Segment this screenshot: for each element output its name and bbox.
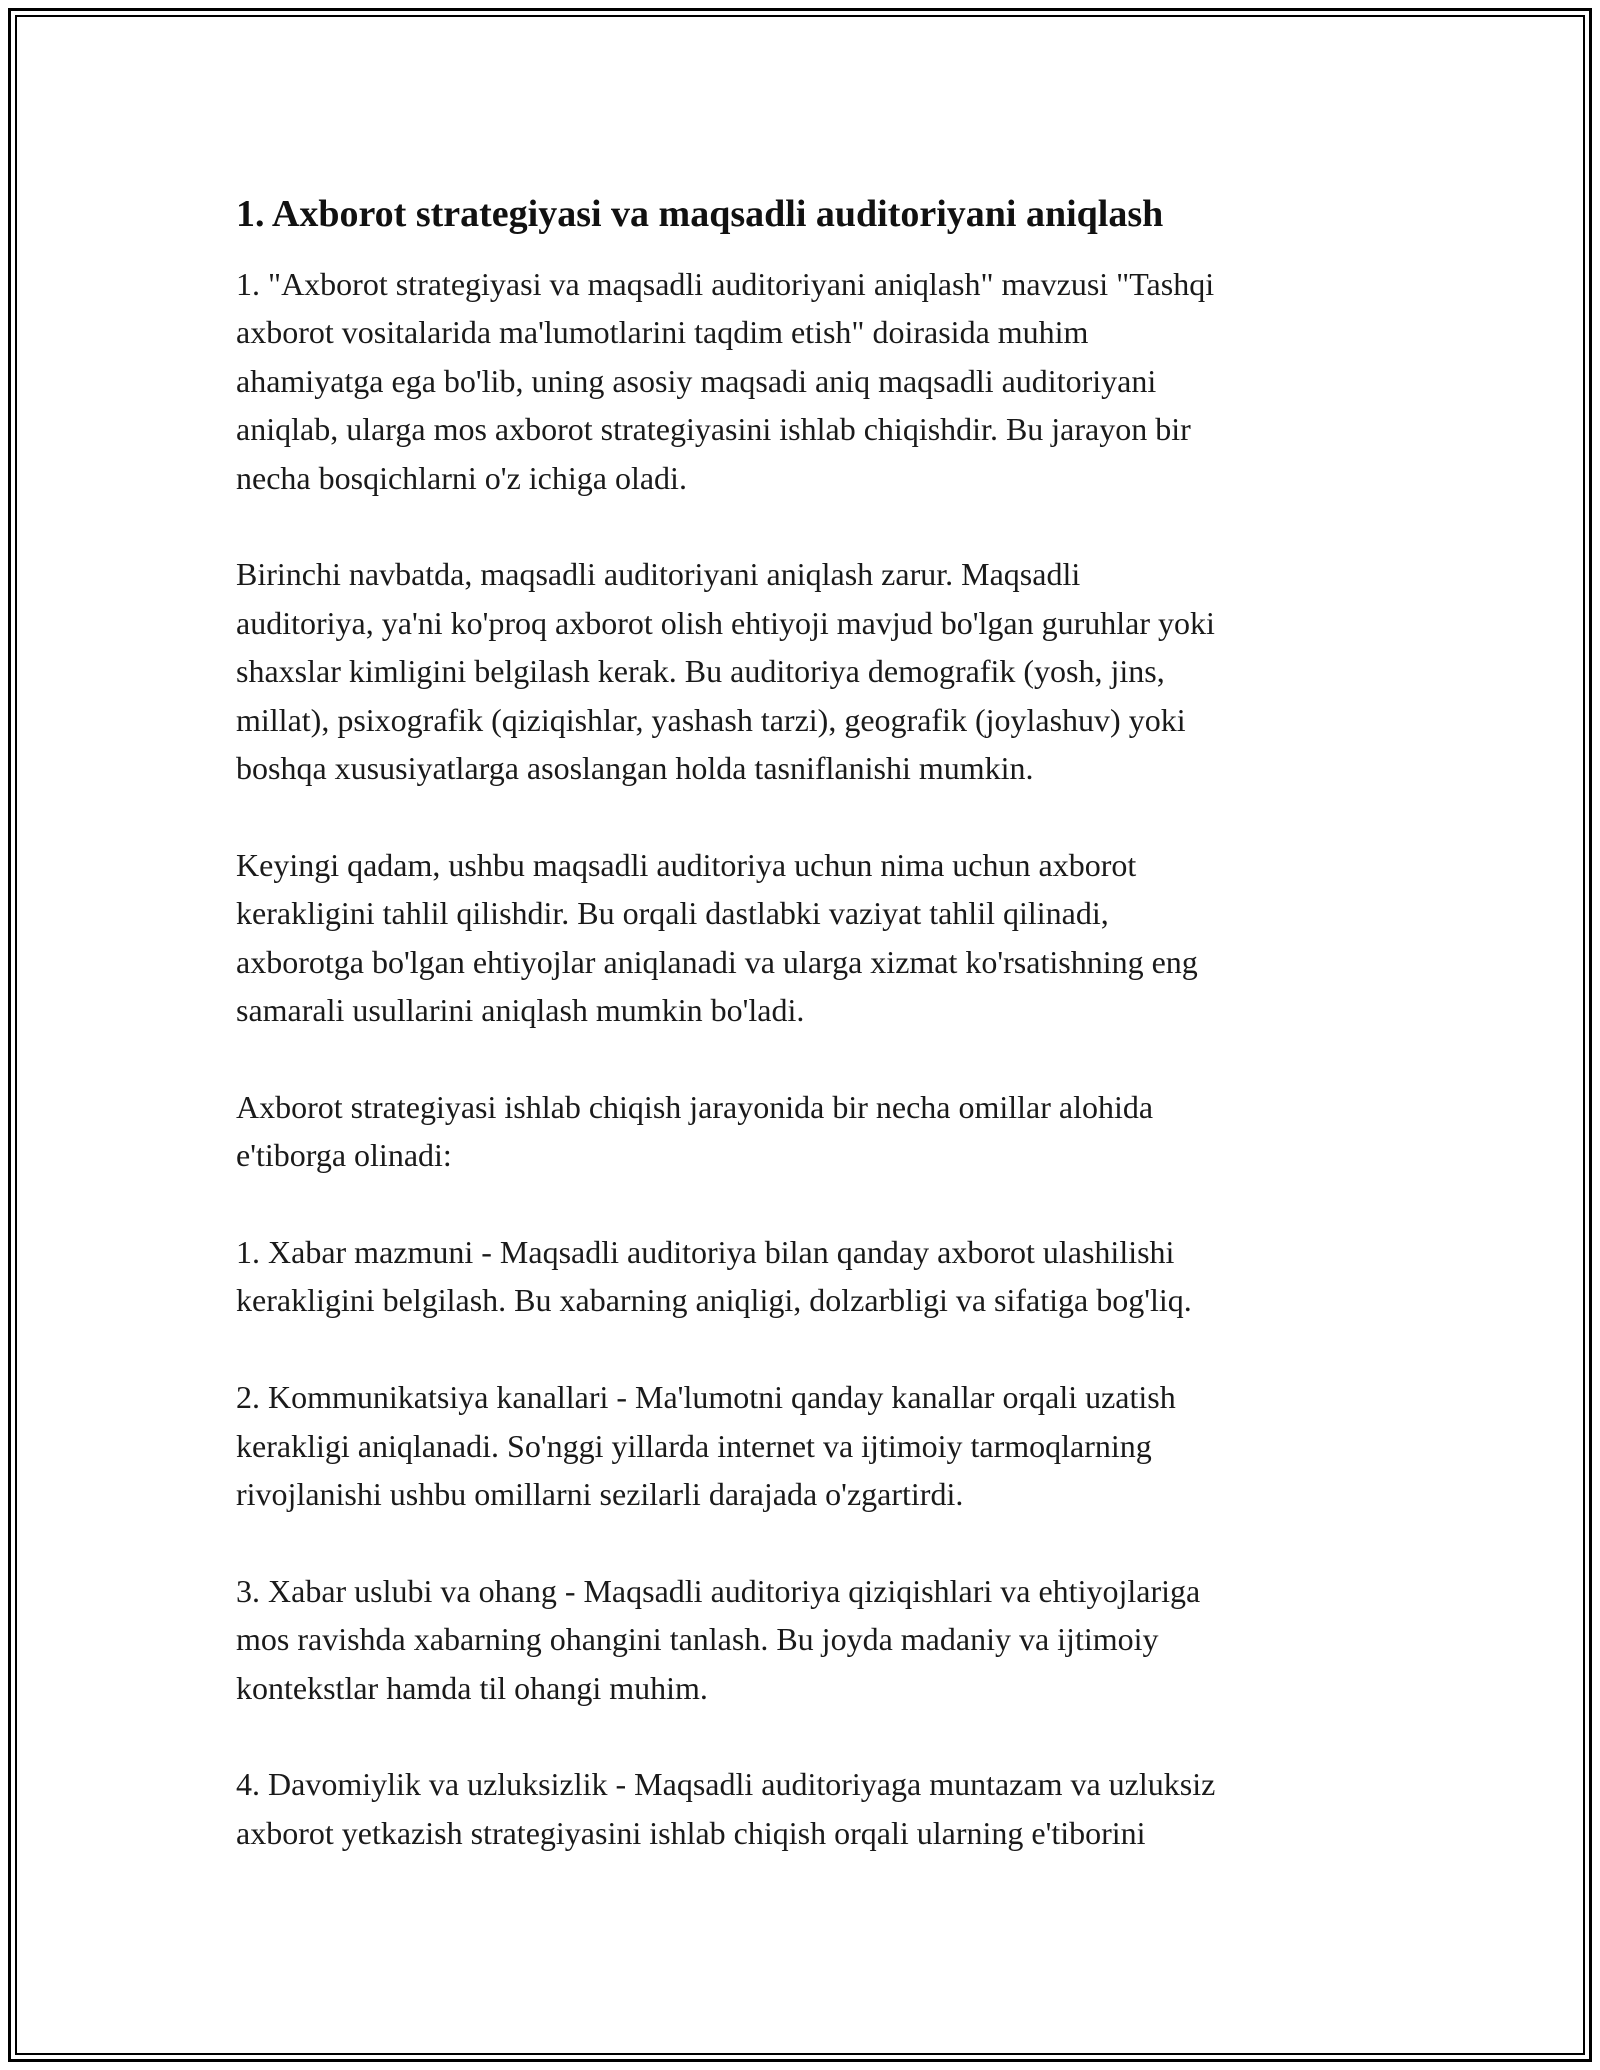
- text-line: mos ravishda xabarning ohangini tanlash. Bu joyda madaniy va ijtimoiy: [236, 1621, 1159, 1658]
- text-line: boshqa xususiyatlarga asoslangan holda tasniflanishi mumkin.: [236, 750, 1034, 787]
- text-line: axborot vositalarida ma'lumotlarini taqdim etish" doirasida muhim: [236, 314, 1089, 351]
- list-item-continuity: [236, 1760, 1386, 1857]
- text-line: samarali usullarini aniqlash mumkin bo'ladi.: [236, 992, 805, 1029]
- text-line: kerakligini belgilash. Bu xabarning aniqligi, dolzarbligi va sifatiga bog'liq.: [236, 1282, 1192, 1319]
- text-line: necha bosqichlarni o'z ichiga oladi.: [236, 459, 687, 496]
- text-line: 1. "Axborot strategiyasi va maqsadli auditoriyani aniqlash" mavzusi "Tashqi: [236, 266, 1215, 302]
- text-line: auditoriya, ya'ni ko'proq axborot olish ehtiyoji mavjud bo'lgan guruhlar yoki: [236, 604, 1215, 641]
- paragraph-factors-intro: [236, 1083, 1386, 1180]
- text-line: 3. Xabar uslubi va ohang - Maqsadli auditoriya qiziqishlari va ehtiyojlariga: [236, 1572, 1201, 1609]
- text-line: kerakligi aniqlanadi. So'nggi yillarda internet va ijtimoiy tarmoqlarning: [236, 1427, 1152, 1464]
- paragraph-intro: [236, 260, 1386, 502]
- text-line: axborot yetkazish strategiyasini ishlab chiqish orqali ularning e'tiborini: [236, 1814, 1146, 1851]
- text-line: rivojlanishi ushbu omillarni sezilarli darajada o'zgartirdi.: [236, 1476, 964, 1513]
- text-line: e'tiborga olinadi:: [236, 1137, 452, 1174]
- paragraph-target-audience: [236, 550, 1386, 792]
- text-line: kontekstlar hamda til ohangi muhim.: [236, 1669, 708, 1706]
- text-line: 4. Davomiylik va uzluksizlik - Maqsadli auditoriyaga muntazam va uzluksiz: [236, 1766, 1216, 1803]
- text-line: millat), psixografik (qiziqishlar, yashash tarzi), geografik (joylashuv) yoki: [236, 701, 1186, 738]
- text-line: shaxslar kimligini belgilash kerak. Bu auditoriya demografik (yosh, jins,: [236, 653, 1165, 690]
- list-item-message-content: [236, 1228, 1386, 1325]
- text-line: 1. Xabar mazmuni - Maqsadli auditoriya bilan qanday axborot ulashilishi: [236, 1234, 1175, 1271]
- document-title: 1. Axborot strategiyasi va maqsadli auditoriyani aniqlash: [236, 193, 1164, 235]
- list-item-message-style: [236, 1567, 1386, 1712]
- text-line: axborotga bo'lgan ehtiyojlar aniqlanadi va ularga xizmat ko'rsatishning eng: [236, 943, 1198, 980]
- text-line: Keyingi qadam, ushbu maqsadli auditoriya uchun nima uchun axborot: [236, 846, 1137, 883]
- text-line: Axborot strategiyasi ishlab chiqish jarayonida bir necha omillar alohida: [236, 1088, 1154, 1125]
- text-line: kerakligini tahlil qilishdir. Bu orqali dastlabki vaziyat tahlil qilinadi,: [236, 895, 1109, 932]
- text-line: Birinchi navbatda, maqsadli auditoriyani aniqlash zarur. Maqsadli: [236, 556, 1081, 593]
- text-line: ahamiyatga ega bo'lib, uning asosiy maqsadi aniq maqsadli auditoriyani: [236, 362, 1157, 399]
- text-line: 2. Kommunikatsiya kanallari - Ma'lumotni qanday kanallar orqali uzatish: [236, 1379, 1176, 1416]
- paragraph-next-step: [236, 841, 1386, 1035]
- document-body: [236, 190, 1386, 1906]
- list-item-communication-channels: [236, 1373, 1386, 1518]
- text-line: aniqlab, ularga mos axborot strategiyasini ishlab chiqishdir. Bu jarayon bir: [236, 411, 1191, 448]
